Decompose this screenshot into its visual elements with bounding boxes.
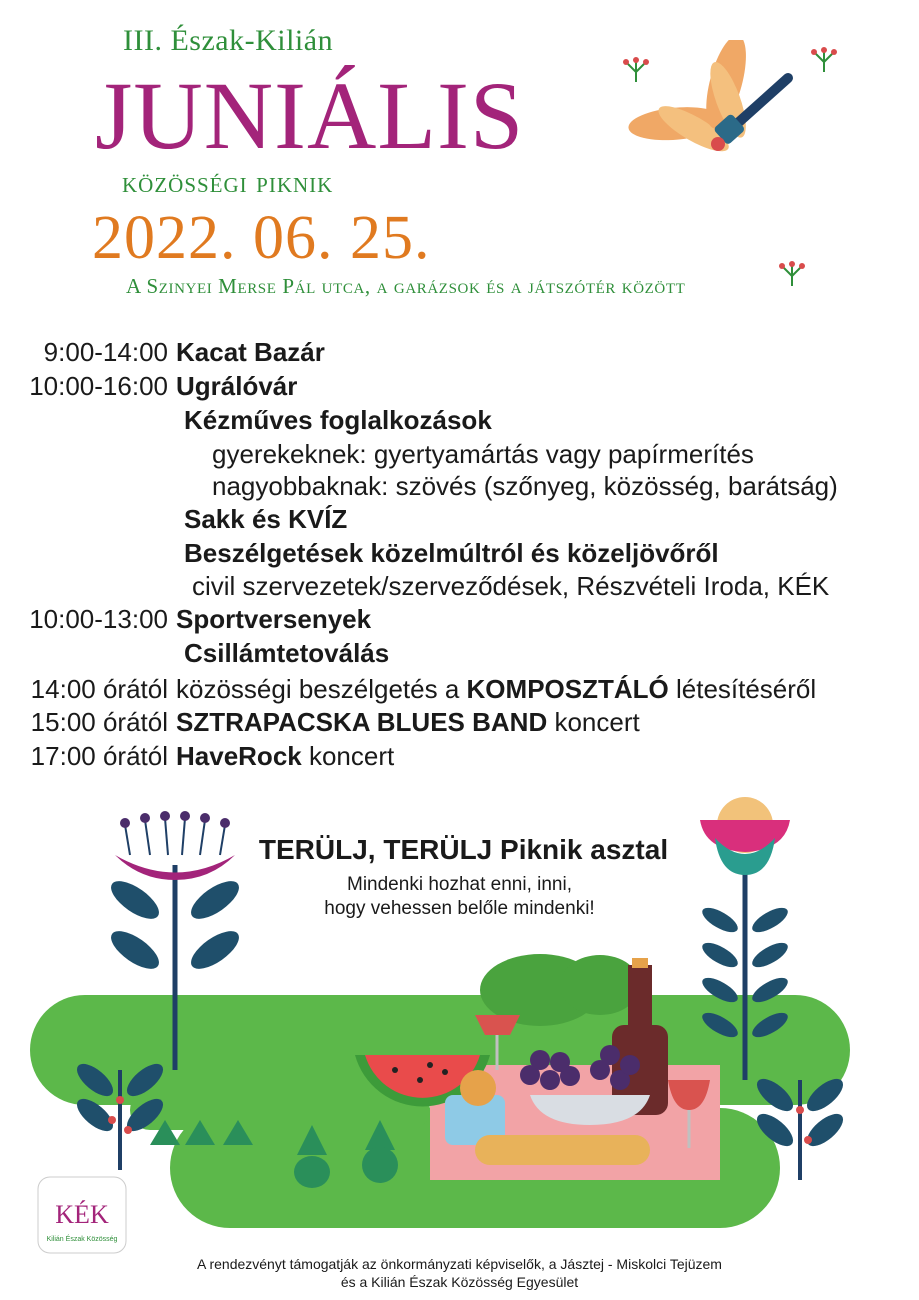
program-row — [0, 369, 919, 403]
program-time: 10:00-13:00 — [29, 604, 168, 634]
program-title: Sakk és KVÍZ — [184, 504, 348, 534]
program-row — [0, 602, 919, 636]
footer-sponsors: és a Kilián Észak Közösség Egyesület — [340, 1274, 579, 1290]
program-row — [0, 502, 919, 536]
program-row: 14:00 órától közösségi beszélgetés a KOMPOSZTÁLÓ létesítéséről — [0, 672, 919, 706]
program-row — [0, 636, 919, 670]
logo-letters: KÉK — [55, 1200, 109, 1229]
program-row — [0, 536, 919, 570]
program-title: Kacat Bazár — [176, 337, 325, 367]
program-row — [0, 335, 919, 369]
venue: A Szinyei Merse Pál utca, a garázsok és a játszótér között — [126, 274, 686, 298]
logo-icon — [36, 1175, 128, 1255]
dragonfly-icon — [600, 40, 840, 300]
program-detail: civil szervezetek/szerveződések, Részvételi Iroda, KÉK — [192, 571, 830, 601]
edition-label: III. Észak-Kilián — [123, 24, 334, 57]
program-row: 17:00 órától HaveRock koncert — [0, 739, 919, 773]
program-row: 15:00 órától SZTRAPACSKA BLUES BAND koncert — [0, 705, 919, 739]
picnic-text: hogy vehessen belőle mindenki! — [324, 898, 595, 919]
tree-icon — [72, 1058, 169, 1170]
program-title: Sportversenyek — [176, 604, 372, 634]
footer-sponsors: A rendezvényt támogatják az önkormányzati képviselők, a Jásztej - Miskolci Tejüzem — [197, 1256, 722, 1272]
page-title: JUNIÁLIS — [95, 62, 525, 169]
subtitle: közösségi piknik — [122, 166, 334, 199]
logo-caption: Kilián Észak Közösség — [46, 1236, 118, 1243]
program-title: Ugrálóvár — [176, 371, 298, 401]
event-date: 2022. 06. 25. — [92, 204, 431, 272]
program-title: Kézműves foglalkozások — [184, 405, 492, 435]
program-title: Csillámtetoválás — [184, 638, 390, 668]
program-detail: nagyobbaknak: szövés (szőnyeg, közösség, barátság) — [212, 471, 838, 501]
program-time: 9:00-14:00 — [43, 337, 168, 367]
program-row — [0, 403, 919, 437]
program-title: Beszélgetések közelmúltról és közeljövőről — [184, 538, 719, 568]
picnic-title: TERÜLJ, TERÜLJ Piknik asztal — [258, 834, 669, 865]
picnic-text: Mindenki hozhat enni, inni, — [347, 874, 572, 895]
program-detail: gyerekeknek: gyertyamártás vagy papírmerítés — [212, 439, 754, 469]
program-time: 14:00 órától — [30, 674, 168, 704]
bread-icon — [475, 1135, 650, 1165]
program-time: 15:00 órától — [30, 707, 168, 737]
program-time: 10:00-16:00 — [29, 371, 168, 401]
program-time: 17:00 órától — [30, 741, 168, 771]
